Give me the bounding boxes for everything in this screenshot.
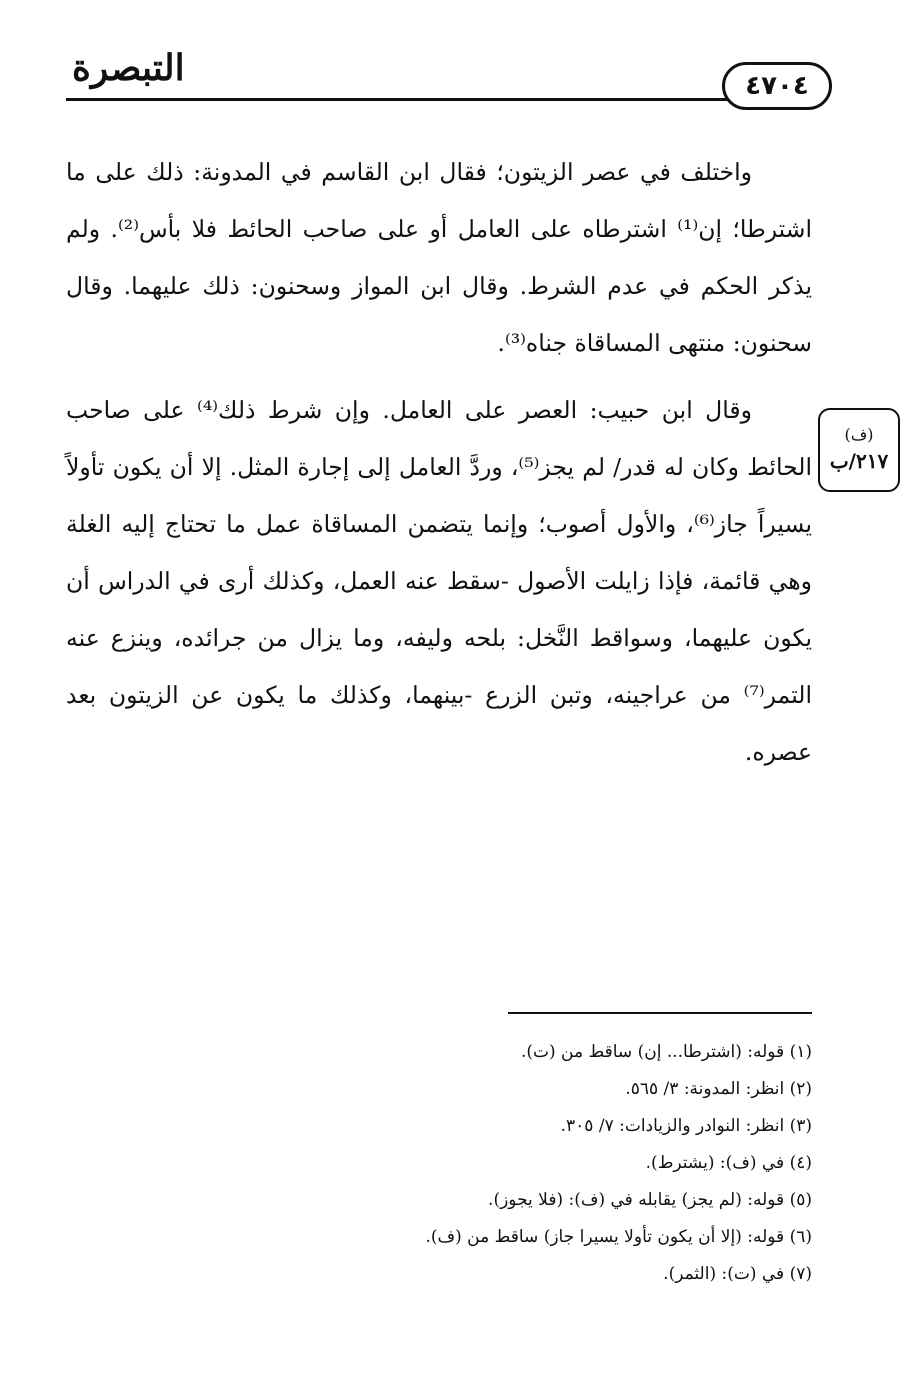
page-number: ٤٧٠٤ xyxy=(745,71,809,101)
book-title: التبصرة xyxy=(72,47,185,89)
page-header xyxy=(66,40,832,120)
main-text xyxy=(66,144,812,781)
manuscript-siglum: (ف) xyxy=(844,425,874,444)
page-number-badge xyxy=(722,62,832,110)
footnotes-list xyxy=(300,1034,812,1293)
footnote: (٧) في (ت): (الثمر). xyxy=(663,1264,812,1284)
footnote: (٢) انظر: المدونة: ٣/ ٥٦٥. xyxy=(625,1079,812,1099)
footnote: (٤) في (ف): (يشترط). xyxy=(645,1153,812,1173)
footnote: (٦) قوله: (إلا أن يكون تأولا يسيرا جاز) ساقط من (ف). xyxy=(425,1227,812,1247)
paragraph: واختلف في عصر الزيتون؛ فقال ابن القاسم في المدونة: ذلك على ما اشترطا؛ إن⁽¹⁾ اشترطاه على العامل أو على صاحب الحائط فلا بأس⁽²⁾. ولم يذكر الحكم في عدم الشرط. وقال ابن المواز وسحنون: ذلك عليهما. وقال سحنون: منتهى المساقاة جناه⁽³⁾. xyxy=(66,158,812,357)
header-rule xyxy=(66,98,732,101)
manuscript-folio-note xyxy=(818,408,900,492)
paragraph: وقال ابن حبيب: العصر على العامل. وإن شرط ذلك⁽⁴⁾ على صاحب الحائط وكان له قدر/ لم يجز⁽⁵⁾، وردَّ العامل إلى إجارة المثل. إلا أن يكون تأولاً يسيراً جاز⁽⁶⁾، والأول أصوب؛ وإنما يتضمن المساقاة عمل ما تحتاج إليه الغلة وهي قائمة، فإذا زايلت الأصول -سقط عنه العمل، وكذلك أرى في الدراس أن يكون عليهما، وسواقط النَّخل: بلحه وليفه، وما يزال من جرائده، وينزع عنه التمر⁽⁷⁾ من عراجينه، وتبن الزرع -بينهما، وكذلك ما يكون عن الزيتون بعد عصره. xyxy=(66,396,812,766)
folio-number: ٢١٧/ب xyxy=(829,449,889,473)
footnote: (٥) قوله: (لم يجز) يقابله في (ف): (فلا يجوز). xyxy=(488,1190,812,1210)
footnote: (١) قوله: (اشترطا... إن) ساقط من (ت). xyxy=(520,1042,812,1062)
footnote: (٣) انظر: النوادر والزيادات: ٧/ ٣٠٥. xyxy=(560,1116,812,1136)
footnote-separator xyxy=(508,1012,812,1014)
